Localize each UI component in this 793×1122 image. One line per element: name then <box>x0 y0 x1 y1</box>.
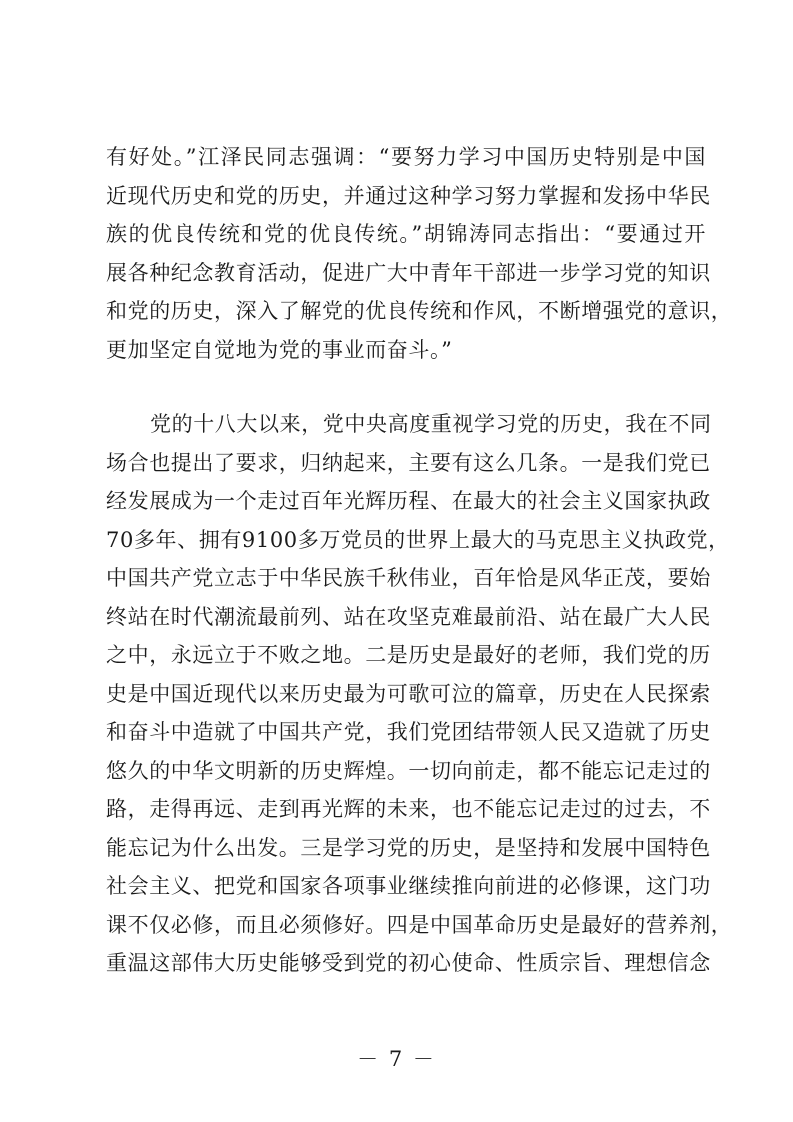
text-line: 族的优良传统和党的优良传统。”胡锦涛同志指出：“要通过开 <box>106 222 706 246</box>
text-line: 史是中国近现代以来历史最为可歌可泣的篇章，历史在人民探索 <box>106 681 711 706</box>
text-line: 经发展成为一个走过百年光辉历程、在最大的社会主义国家执政 <box>106 489 711 513</box>
text-line: 中国共产党立志于中华民族千秋伟业，百年恰是风华正茂，要始 <box>106 566 711 590</box>
page-number: － 7 － <box>357 1047 436 1071</box>
text-line: 社会主义、把党和国家各项事业继续推向前进的必修课，这门功 <box>106 874 711 898</box>
text-line: 近现代历史和党的历史，并通过这种学习努力掌握和发扬中华民 <box>106 183 711 208</box>
text-line: 终站在时代潮流最前列、站在攻坚克难最前沿、站在最广大人民 <box>106 604 711 629</box>
text-line: 之中，永远立于不败之地。二是历史是最好的老师，我们党的历 <box>106 643 711 667</box>
text-line: 课不仅必修，而且必须修好。四是中国革命历史是最好的营养剂， <box>106 912 733 937</box>
text-line: 能忘记为什么出发。三是学习党的历史，是坚持和发展中国特色 <box>106 835 711 860</box>
text-line: 重温这部伟大历史能够受到党的初心使命、性质宗旨、理想信念 <box>106 951 711 975</box>
text-line: 和党的历史，深入了解党的优良传统和作风，不断增强党的意识， <box>106 299 733 323</box>
text-line: 场合也提出了要求，归纳起来，主要有这么几条。一是我们党已 <box>106 450 711 475</box>
text-line: 党的十八大以来，党中央高度重视学习党的历史，我在不同 <box>150 412 712 436</box>
paragraph-main <box>106 405 733 983</box>
text-line: 70多年、拥有9100多万党员的世界上最大的马克思主义执政党， <box>106 527 730 552</box>
paragraph-continuation <box>106 138 733 369</box>
text-line: 展各种纪念教育活动，促进广大中青年干部进一步学习党的知识 <box>106 260 711 285</box>
text-line: 和奋斗中造就了中国共产党，我们党团结带领人民又造就了历史 <box>106 720 711 744</box>
text-line: 有好处。”江泽民同志强调：“要努力学习中国历史特别是中国 <box>106 145 706 169</box>
text-line: 悠久的中华文明新的历史辉煌。一切向前走，都不能忘记走过的 <box>106 758 711 783</box>
text-line: 更加坚定自觉地为党的事业而奋斗。” <box>106 337 453 362</box>
text-line: 路，走得再远、走到再光辉的未来，也不能忘记走过的过去，不 <box>106 797 711 821</box>
